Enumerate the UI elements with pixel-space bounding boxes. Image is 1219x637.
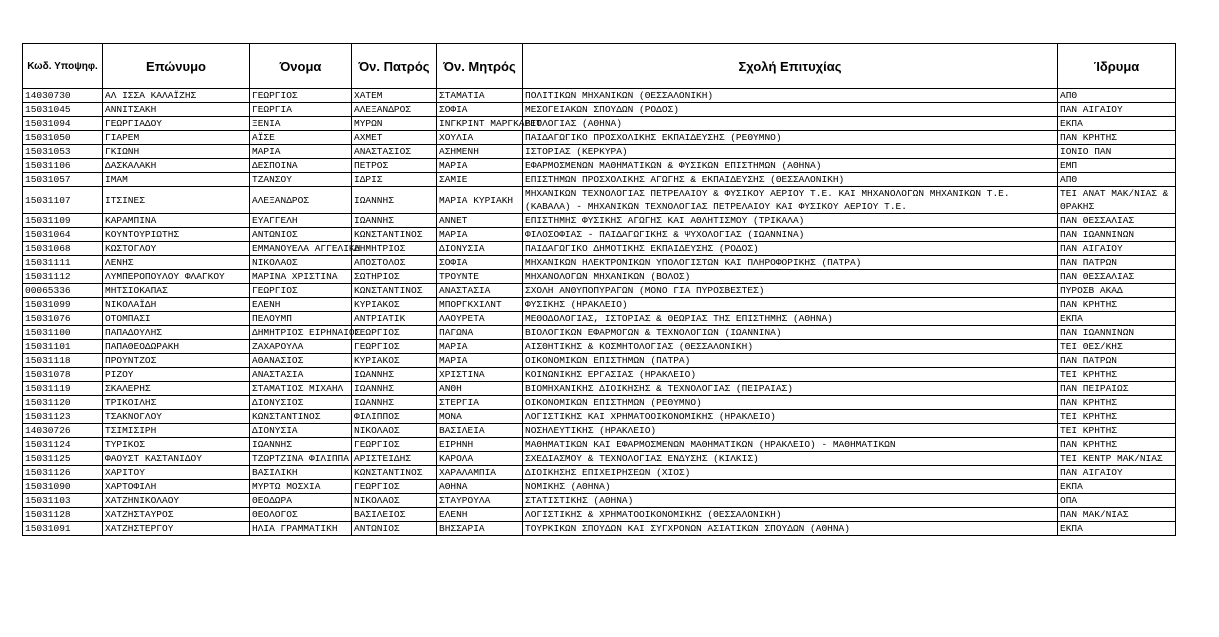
institution-cell: ΕΚΠΑ: [1058, 522, 1176, 536]
table-row: [23, 187, 1176, 214]
mother-name-cell: ΑΝΘΗ: [437, 382, 523, 396]
father-name-cell: ΙΩΑΝΝΗΣ: [352, 396, 437, 410]
table-row: [23, 368, 1176, 382]
mother-name-cell: ΜΑΡΙΑ ΚΥΡΙΑΚΗ: [437, 187, 523, 214]
candidate-code-cell: 15031045: [23, 103, 103, 117]
candidate-code-cell: 15031090: [23, 480, 103, 494]
surname-cell: ΓΙΑΡΕΜ: [103, 131, 250, 145]
surname-cell: ΚΑΡΑΜΠΙΝΑ: [103, 214, 250, 228]
school-cell: ΠΑΙΔΑΓΩΓΙΚΟ ΠΡΟΣΧΟΛΙΚΗΣ ΕΚΠΑΙΔΕΥΣΗΣ (ΡΕΘΥΜΝΟ): [523, 131, 1058, 145]
table-row: [23, 340, 1176, 354]
table-row: [23, 270, 1176, 284]
surname-cell: ΔΑΣΚΑΛΑΚΗ: [103, 159, 250, 173]
mother-name-cell: ΣΟΦΙΑ: [437, 256, 523, 270]
mother-name-cell: ΣΤΑΜΑΤΙΑ: [437, 89, 523, 103]
father-name-cell: ΧΑΤΕΜ: [352, 89, 437, 103]
surname-cell: ΓΚΙΩΝΗ: [103, 145, 250, 159]
school-cell: ΒΙΟΛΟΓΙΚΩΝ ΕΦΑΡΜΟΓΩΝ & ΤΕΧΝΟΛΟΓΙΩΝ (ΙΩΑΝΝΙΝΑ): [523, 326, 1058, 340]
table-row: [23, 396, 1176, 410]
school-cell: ΜΑΘΗΜΑΤΙΚΩΝ ΚΑΙ ΕΦΑΡΜΟΣΜΕΝΩΝ ΜΑΘΗΜΑΤΙΚΩΝ (ΗΡΑΚΛΕΙΟ) - ΜΑΘΗΜΑΤΙΚΩΝ: [523, 438, 1058, 452]
table-row: [23, 424, 1176, 438]
table-row: [23, 522, 1176, 536]
school-cell: ΛΟΓΙΣΤΙΚΗΣ & ΧΡΗΜΑΤΟΟΙΚΟΝΟΜΙΚΗΣ (ΘΕΣΣΑΛΟΝΙΚΗ): [523, 508, 1058, 522]
candidate-code-cell: 15031124: [23, 438, 103, 452]
mother-name-cell: ΧΟΥΛΙΑ: [437, 131, 523, 145]
first-name-cell: ΔΙΟΝΥΣΙΑ: [250, 424, 352, 438]
mother-name-cell: ΤΡΟΥΝΤΕ: [437, 270, 523, 284]
first-name-cell: ΒΑΣΙΛΙΚΗ: [250, 466, 352, 480]
mother-name-cell: ΑΘΗΝΑ: [437, 480, 523, 494]
surname-cell: ΛΥΜΠΕΡΟΠΟΥΛΟΥ ΦΛΑΓΚΟΥ: [103, 270, 250, 284]
surname-cell: ΤΣΙΜΙΣΙΡΗ: [103, 424, 250, 438]
father-name-cell: ΙΩΑΝΝΗΣ: [352, 382, 437, 396]
candidate-code-cell: 15031100: [23, 326, 103, 340]
table-row: [23, 452, 1176, 466]
first-name-cell: ΤΖΑΝΣΟΥ: [250, 173, 352, 187]
table-row: [23, 438, 1176, 452]
father-name-cell: ΓΕΩΡΓΙΟΣ: [352, 438, 437, 452]
institution-cell: ΠΑΝ ΚΡΗΤΗΣ: [1058, 298, 1176, 312]
surname-cell: ΠΑΠΑΔΟΥΛΗΣ: [103, 326, 250, 340]
surname-cell: ΤΥΡΙΚΟΣ: [103, 438, 250, 452]
table-row: [23, 159, 1176, 173]
institution-cell: ΑΠΘ: [1058, 89, 1176, 103]
first-name-cell: ΔΙΟΝΥΣΙΟΣ: [250, 396, 352, 410]
mother-name-cell: ΜΑΡΙΑ: [437, 159, 523, 173]
mother-name-cell: ΣΤΑΥΡΟΥΛΑ: [437, 494, 523, 508]
first-name-cell: ΕΛΕΝΗ: [250, 298, 352, 312]
institution-cell: ΠΑΝ ΠΑΤΡΩΝ: [1058, 354, 1176, 368]
candidate-code-cell: 15031126: [23, 466, 103, 480]
institution-cell: ΠΑΝ ΑΙΓΑΙΟΥ: [1058, 242, 1176, 256]
mother-name-cell: ΕΛΕΝΗ: [437, 508, 523, 522]
first-name-cell: ΚΩΝΣΤΑΝΤΙΝΟΣ: [250, 410, 352, 424]
mother-name-cell: ΜΑΡΙΑ: [437, 340, 523, 354]
mother-name-cell: ΑΝΑΣΤΑΣΙΑ: [437, 284, 523, 298]
mother-name-cell: ΜΑΡΙΑ: [437, 228, 523, 242]
father-name-cell: ΓΕΩΡΓΙΟΣ: [352, 480, 437, 494]
father-name-cell: ΑΧΜΕΤ: [352, 131, 437, 145]
mother-name-cell: ΠΑΓΩΝΑ: [437, 326, 523, 340]
institution-cell: ΠΑΝ ΠΕΙΡΑΙΩΣ: [1058, 382, 1176, 396]
table-row: [23, 242, 1176, 256]
father-name-cell: ΙΩΑΝΝΗΣ: [352, 368, 437, 382]
institution-cell: ΤΕΙ ΚΕΝΤΡ ΜΑΚ/ΝΙΑΣ: [1058, 452, 1176, 466]
father-name-cell: ΒΑΣΙΛΕΙΟΣ: [352, 508, 437, 522]
father-name-cell: ΑΡΙΣΤΕΙΔΗΣ: [352, 452, 437, 466]
first-name-cell: ΓΕΩΡΓΙΟΣ: [250, 89, 352, 103]
col-header-surname: Επώνυμο: [103, 44, 250, 89]
surname-cell: ΟΤΟΜΠΑΣΙ: [103, 312, 250, 326]
school-cell: ΙΣΤΟΡΙΑΣ (ΚΕΡΚΥΡΑ): [523, 145, 1058, 159]
first-name-cell: ΜΑΡΙΑ: [250, 145, 352, 159]
institution-cell: ΕΜΠ: [1058, 159, 1176, 173]
father-name-cell: ΠΕΤΡΟΣ: [352, 159, 437, 173]
mother-name-cell: ΕΙΡΗΝΗ: [437, 438, 523, 452]
institution-cell: ΠΑΝ ΙΩΑΝΝΙΝΩΝ: [1058, 326, 1176, 340]
surname-cell: ΑΛ ΙΣΣΑ ΚΑΛΑΪΖΗΣ: [103, 89, 250, 103]
mother-name-cell: ΚΑΡΟΛΑ: [437, 452, 523, 466]
surname-cell: ΧΑΤΖΗΣΤΕΡΓΟΥ: [103, 522, 250, 536]
results-table: [22, 43, 1176, 536]
surname-cell: ΑΝΝΙΤΣΑΚΗ: [103, 103, 250, 117]
candidate-code-cell: 15031123: [23, 410, 103, 424]
candidate-code-cell: 15031128: [23, 508, 103, 522]
mother-name-cell: ΣΟΦΙΑ: [437, 103, 523, 117]
col-header-candidate-code: Κωδ. Υποψηφ.: [23, 44, 103, 89]
table-row: [23, 256, 1176, 270]
first-name-cell: ΝΙΚΟΛΑΟΣ: [250, 256, 352, 270]
school-cell: ΕΦΑΡΜΟΣΜΕΝΩΝ ΜΑΘΗΜΑΤΙΚΩΝ & ΦΥΣΙΚΩΝ ΕΠΙΣΤΗΜΩΝ (ΑΘΗΝΑ): [523, 159, 1058, 173]
school-cell: ΒΙΟΜΗΧΑΝΙΚΗΣ ΔΙΟΙΚΗΣΗΣ & ΤΕΧΝΟΛΟΓΙΑΣ (ΠΕΙΡΑΙΑΣ): [523, 382, 1058, 396]
first-name-cell: ΖΑΧΑΡΟΥΛΑ: [250, 340, 352, 354]
father-name-cell: ΝΙΚΟΛΑΟΣ: [352, 424, 437, 438]
candidate-code-cell: 15031068: [23, 242, 103, 256]
institution-cell: ΕΚΠΑ: [1058, 117, 1176, 131]
col-header-school: Σχολή Επιτυχίας: [523, 44, 1058, 89]
father-name-cell: ΙΔΡΙΣ: [352, 173, 437, 187]
institution-cell: ΤΕΙ ΚΡΗΤΗΣ: [1058, 368, 1176, 382]
institution-cell: ΠΑΝ ΚΡΗΤΗΣ: [1058, 131, 1176, 145]
mother-name-cell: ΜΑΡΙΑ: [437, 354, 523, 368]
surname-cell: ΛΕΝΗΣ: [103, 256, 250, 270]
table-row: [23, 103, 1176, 117]
school-cell: ΟΙΚΟΝΟΜΙΚΩΝ ΕΠΙΣΤΗΜΩΝ (ΠΑΤΡΑ): [523, 354, 1058, 368]
candidate-code-cell: 15031107: [23, 187, 103, 214]
candidate-code-cell: 00065336: [23, 284, 103, 298]
table-row: [23, 228, 1176, 242]
col-header-institution: Ίδρυμα: [1058, 44, 1176, 89]
candidate-code-cell: 15031125: [23, 452, 103, 466]
institution-cell: ΠΑΝ ΠΑΤΡΩΝ: [1058, 256, 1176, 270]
surname-cell: ΓΕΩΡΓΙΑΔΟΥ: [103, 117, 250, 131]
father-name-cell: ΑΝΤΡΙΑΤΙΚ: [352, 312, 437, 326]
school-cell: ΤΟΥΡΚΙΚΩΝ ΣΠΟΥΔΩΝ ΚΑΙ ΣΥΓΧΡΟΝΩΝ ΑΣΙΑΤΙΚΩΝ ΣΠΟΥΔΩΝ (ΑΘΗΝΑ): [523, 522, 1058, 536]
surname-cell: ΙΜΑΜ: [103, 173, 250, 187]
father-name-cell: ΚΥΡΙΑΚΟΣ: [352, 354, 437, 368]
first-name-cell: ΔΕΣΠΟΙΝΑ: [250, 159, 352, 173]
surname-cell: ΙΤΣΙΝΕΣ: [103, 187, 250, 214]
institution-cell: ΕΚΠΑ: [1058, 480, 1176, 494]
candidate-code-cell: 15031057: [23, 173, 103, 187]
school-cell: ΛΟΓΙΣΤΙΚΗΣ ΚΑΙ ΧΡΗΜΑΤΟΟΙΚΟΝΟΜΙΚΗΣ (ΗΡΑΚΛΕΙΟ): [523, 410, 1058, 424]
school-cell: ΜΗΧΑΝΟΛΟΓΩΝ ΜΗΧΑΝΙΚΩΝ (ΒΟΛΟΣ): [523, 270, 1058, 284]
school-cell: ΣΧΟΛΗ ΑΝΘΥΠΟΠΥΡΑΓΩΝ (ΜΟΝΟ ΓΙΑ ΠΥΡΟΣΒΕΣΤΕΣ): [523, 284, 1058, 298]
candidate-code-cell: 15031118: [23, 354, 103, 368]
table-row: [23, 298, 1176, 312]
first-name-cell: ΘΕΟΔΩΡΑ: [250, 494, 352, 508]
institution-cell: ΠΑΝ ΑΙΓΑΙΟΥ: [1058, 466, 1176, 480]
candidate-code-cell: 15031053: [23, 145, 103, 159]
surname-cell: ΧΑΡΙΤΟΥ: [103, 466, 250, 480]
surname-cell: ΣΚΑΛΕΡΗΣ: [103, 382, 250, 396]
candidate-code-cell: 15031119: [23, 382, 103, 396]
father-name-cell: ΙΩΑΝΝΗΣ: [352, 214, 437, 228]
mother-name-cell: ΛΑΟΥΡΕΤΑ: [437, 312, 523, 326]
institution-cell: ΠΑΝ ΘΕΣΣΑΛΙΑΣ: [1058, 214, 1176, 228]
institution-cell: ΠΑΝ ΚΡΗΤΗΣ: [1058, 396, 1176, 410]
surname-cell: ΝΙΚΟΛΑΪΔΗ: [103, 298, 250, 312]
institution-cell: ΠΥΡΟΣΒ ΑΚΑΔ: [1058, 284, 1176, 298]
mother-name-cell: ΒΗΣΣΑΡΙΑ: [437, 522, 523, 536]
father-name-cell: ΓΕΩΡΓΙΟΣ: [352, 340, 437, 354]
surname-cell: ΠΡΟΥΝΤΖΟΣ: [103, 354, 250, 368]
surname-cell: ΜΗΤΣΙΟΚΑΠΑΣ: [103, 284, 250, 298]
school-cell: ΚΟΙΝΩΝΙΚΗΣ ΕΡΓΑΣΙΑΣ (ΗΡΑΚΛΕΙΟ): [523, 368, 1058, 382]
mother-name-cell: ΣΤΕΡΓΙΑ: [437, 396, 523, 410]
father-name-cell: ΔΗΜΗΤΡΙΟΣ: [352, 242, 437, 256]
institution-cell: ΑΠΘ: [1058, 173, 1176, 187]
table-row: [23, 382, 1176, 396]
father-name-cell: ΦΙΛΙΠΠΟΣ: [352, 410, 437, 424]
institution-cell: ΠΑΝ ΙΩΑΝΝΙΝΩΝ: [1058, 228, 1176, 242]
table-row: [23, 284, 1176, 298]
table-row: [23, 214, 1176, 228]
table-row: [23, 494, 1176, 508]
candidate-code-cell: 14030730: [23, 89, 103, 103]
school-cell: ΜΗΧΑΝΙΚΩΝ ΗΛΕΚΤΡΟΝΙΚΩΝ ΥΠΟΛΟΓΙΣΤΩΝ ΚΑΙ ΠΛΗΡΟΦΟΡΙΚΗΣ (ΠΑΤΡΑ): [523, 256, 1058, 270]
father-name-cell: ΑΝΑΣΤΑΣΙΟΣ: [352, 145, 437, 159]
first-name-cell: ΣΤΑΜΑΤΙΟΣ ΜΙΧΑΗΛ: [250, 382, 352, 396]
candidate-code-cell: 15031091: [23, 522, 103, 536]
school-cell: ΦΙΛΟΣΟΦΙΑΣ - ΠΑΙΔΑΓΩΓΙΚΗΣ & ΨΥΧΟΛΟΓΙΑΣ (ΙΩΑΝΝΙΝΑ): [523, 228, 1058, 242]
surname-cell: ΠΑΠΑΘΕΟΔΩΡΑΚΗ: [103, 340, 250, 354]
school-cell: ΒΙΟΛΟΓΙΑΣ (ΑΘΗΝΑ): [523, 117, 1058, 131]
candidate-code-cell: 15031103: [23, 494, 103, 508]
surname-cell: ΚΩΣΤΟΓΛΟΥ: [103, 242, 250, 256]
first-name-cell: ΠΕΛΟΥΜΠ: [250, 312, 352, 326]
institution-cell: ΤΕΙ ΚΡΗΤΗΣ: [1058, 424, 1176, 438]
candidate-code-cell: 15031106: [23, 159, 103, 173]
school-cell: ΕΠΙΣΤΗΜΗΣ ΦΥΣΙΚΗΣ ΑΓΩΓΗΣ ΚΑΙ ΑΘΛΗΤΙΣΜΟΥ (ΤΡΙΚΑΛΑ): [523, 214, 1058, 228]
father-name-cell: ΓΕΩΡΓΙΟΣ: [352, 326, 437, 340]
col-header-father-name: Όν. Πατρός: [352, 44, 437, 89]
candidate-code-cell: 14030726: [23, 424, 103, 438]
candidate-code-cell: 15031111: [23, 256, 103, 270]
first-name-cell: ΔΗΜΗΤΡΙΟΣ ΕΙΡΗΝΑΙΟΣ: [250, 326, 352, 340]
first-name-cell: ΕΜΜΑΝΟΥΕΛΑ ΑΓΓΕΛΙΚΗ: [250, 242, 352, 256]
first-name-cell: ΙΩΑΝΝΗΣ: [250, 438, 352, 452]
father-name-cell: ΚΥΡΙΑΚΟΣ: [352, 298, 437, 312]
first-name-cell: ΓΕΩΡΓΙΟΣ: [250, 284, 352, 298]
mother-name-cell: ΧΡΙΣΤΙΝΑ: [437, 368, 523, 382]
candidate-code-cell: 15031101: [23, 340, 103, 354]
school-cell: ΟΙΚΟΝΟΜΙΚΩΝ ΕΠΙΣΤΗΜΩΝ (ΡΕΘΥΜΝΟ): [523, 396, 1058, 410]
table-row: [23, 131, 1176, 145]
school-cell: ΜΕΘΟΔΟΛΟΓΙΑΣ, ΙΣΤΟΡΙΑΣ & ΘΕΩΡΙΑΣ ΤΗΣ ΕΠΙΣΤΗΜΗΣ (ΑΘΗΝΑ): [523, 312, 1058, 326]
institution-cell: ΠΑΝ ΘΕΣΣΑΛΙΑΣ: [1058, 270, 1176, 284]
school-cell: ΝΟΣΗΛΕΥΤΙΚΗΣ (ΗΡΑΚΛΕΙΟ): [523, 424, 1058, 438]
table-row: [23, 173, 1176, 187]
institution-cell: ΠΑΝ ΜΑΚ/ΝΙΑΣ: [1058, 508, 1176, 522]
col-header-mother-name: Όν. Μητρός: [437, 44, 523, 89]
mother-name-cell: ΧΑΡΑΛΑΜΠΙΑ: [437, 466, 523, 480]
father-name-cell: ΝΙΚΟΛΑΟΣ: [352, 494, 437, 508]
school-cell: ΠΟΛΙΤΙΚΩΝ ΜΗΧΑΝΙΚΩΝ (ΘΕΣΣΑΛΟΝΙΚΗ): [523, 89, 1058, 103]
first-name-cell: ΑΝΑΣΤΑΣΙΑ: [250, 368, 352, 382]
first-name-cell: ΜΥΡΤΩ ΜΟΣΧΙΑ: [250, 480, 352, 494]
father-name-cell: ΑΝΤΩΝΙΟΣ: [352, 522, 437, 536]
school-cell: ΕΠΙΣΤΗΜΩΝ ΠΡΟΣΧΟΛΙΚΗΣ ΑΓΩΓΗΣ & ΕΚΠΑΙΔΕΥΣΗΣ (ΘΕΣΣΑΛΟΝΙΚΗ): [523, 173, 1058, 187]
col-header-first-name: Όνομα: [250, 44, 352, 89]
table-row: [23, 410, 1176, 424]
table-row: [23, 354, 1176, 368]
school-cell: ΜΗΧΑΝΙΚΩΝ ΤΕΧΝΟΛΟΓΙΑΣ ΠΕΤΡΕΛΑΙΟΥ & ΦΥΣΙΚΟΥ ΑΕΡΙΟΥ Τ.Ε. ΚΑΙ ΜΗΧΑΝΟΛΟΓΩΝ ΜΗΧΑΝΙΚΩΝ Τ.Ε. (ΚΑΒΑΛΑ) - ΜΗΧΑΝΙΚΩΝ ΤΕΧΝΟΛΟΓΙΑΣ ΠΕΤΡΕΛΑΙΟΥ ΚΑΙ ΦΥΣΙΚΟΥ ΑΕΡΙΟΥ Τ.Ε.: [523, 187, 1058, 214]
school-cell: ΣΤΑΤΙΣΤΙΚΗΣ (ΑΘΗΝΑ): [523, 494, 1058, 508]
institution-cell: ΟΠΑ: [1058, 494, 1176, 508]
institution-cell: ΤΕΙ ΘΕΣ/ΚΗΣ: [1058, 340, 1176, 354]
first-name-cell: ΑΘΑΝΑΣΙΟΣ: [250, 354, 352, 368]
institution-cell: ΤΕΙ ΑΝΑΤ ΜΑΚ/ΝΙΑΣ & ΘΡΑΚΗΣ: [1058, 187, 1176, 214]
surname-cell: ΤΡΙΚΟΙΛΗΣ: [103, 396, 250, 410]
table-body: [23, 89, 1176, 536]
table-row: [23, 117, 1176, 131]
mother-name-cell: ΙΝΓΚΡΙΝΤ ΜΑΡΓΚΑΡΕΤ: [437, 117, 523, 131]
father-name-cell: ΑΠΟΣΤΟΛΟΣ: [352, 256, 437, 270]
mother-name-cell: ΑΣΗΜΕΝΗ: [437, 145, 523, 159]
table-row: [23, 312, 1176, 326]
mother-name-cell: ΣΑΜΙΕ: [437, 173, 523, 187]
school-cell: ΦΥΣΙΚΗΣ (ΗΡΑΚΛΕΙΟ): [523, 298, 1058, 312]
surname-cell: ΡΙΖΟΥ: [103, 368, 250, 382]
table-row: [23, 508, 1176, 522]
mother-name-cell: ΜΠΟΡΓΚΧΙΛΝΤ: [437, 298, 523, 312]
first-name-cell: ΑΝΤΩΝΙΟΣ: [250, 228, 352, 242]
institution-cell: ΠΑΝ ΚΡΗΤΗΣ: [1058, 438, 1176, 452]
first-name-cell: ΑΪΣΕ: [250, 131, 352, 145]
father-name-cell: ΚΩΝΣΤΑΝΤΙΝΟΣ: [352, 284, 437, 298]
school-cell: ΣΧΕΔΙΑΣΜΟΥ & ΤΕΧΝΟΛΟΓΙΑΣ ΕΝΔΥΣΗΣ (ΚΙΛΚΙΣ): [523, 452, 1058, 466]
father-name-cell: ΑΛΕΞΑΝΔΡΟΣ: [352, 103, 437, 117]
mother-name-cell: ΔΙΟΝΥΣΙΑ: [437, 242, 523, 256]
first-name-cell: ΘΕΟΛΟΓΟΣ: [250, 508, 352, 522]
school-cell: ΜΕΣΟΓΕΙΑΚΩΝ ΣΠΟΥΔΩΝ (ΡΟΔΟΣ): [523, 103, 1058, 117]
father-name-cell: ΚΩΝΣΤΑΝΤΙΝΟΣ: [352, 228, 437, 242]
institution-cell: ΙΟΝΙΟ ΠΑΝ: [1058, 145, 1176, 159]
candidate-code-cell: 15031109: [23, 214, 103, 228]
institution-cell: ΕΚΠΑ: [1058, 312, 1176, 326]
first-name-cell: ΞΕΝΙΑ: [250, 117, 352, 131]
first-name-cell: ΑΛΕΞΑΝΔΡΟΣ: [250, 187, 352, 214]
first-name-cell: ΓΕΩΡΓΙΑ: [250, 103, 352, 117]
surname-cell: ΤΣΑΚΝΟΓΛΟΥ: [103, 410, 250, 424]
institution-cell: ΤΕΙ ΚΡΗΤΗΣ: [1058, 410, 1176, 424]
table-row: [23, 145, 1176, 159]
father-name-cell: ΚΩΝΣΤΑΝΤΙΝΟΣ: [352, 466, 437, 480]
surname-cell: ΧΑΡΤΟΦΙΛΗ: [103, 480, 250, 494]
candidate-code-cell: 15031076: [23, 312, 103, 326]
first-name-cell: ΗΛΙΑ ΓΡΑΜΜΑΤΙΚΗ: [250, 522, 352, 536]
table-row: [23, 326, 1176, 340]
surname-cell: ΦΑΟΥΣΤ ΚΑΣΤΑΝΙΔΟΥ: [103, 452, 250, 466]
results-sheet: [22, 43, 1176, 536]
first-name-cell: ΤΖΩΡΤΖΙΝΑ ΦΙΛΙΠΠΑ: [250, 452, 352, 466]
candidate-code-cell: 15031099: [23, 298, 103, 312]
school-cell: ΑΙΣΘΗΤΙΚΗΣ & ΚΟΣΜΗΤΟΛΟΓΙΑΣ (ΘΕΣΣΑΛΟΝΙΚΗ): [523, 340, 1058, 354]
father-name-cell: ΜΥΡΩΝ: [352, 117, 437, 131]
first-name-cell: ΕΥΑΓΓΕΛΗ: [250, 214, 352, 228]
institution-cell: ΠΑΝ ΑΙΓΑΙΟΥ: [1058, 103, 1176, 117]
mother-name-cell: ΜΟΝΑ: [437, 410, 523, 424]
candidate-code-cell: 15031078: [23, 368, 103, 382]
mother-name-cell: ΒΑΣΙΛΕΙΑ: [437, 424, 523, 438]
school-cell: ΠΑΙΔΑΓΩΓΙΚΟ ΔΗΜΟΤΙΚΗΣ ΕΚΠΑΙΔΕΥΣΗΣ (ΡΟΔΟΣ): [523, 242, 1058, 256]
candidate-code-cell: 15031064: [23, 228, 103, 242]
table-row: [23, 466, 1176, 480]
father-name-cell: ΣΩΤΗΡΙΟΣ: [352, 270, 437, 284]
candidate-code-cell: 15031094: [23, 117, 103, 131]
candidate-code-cell: 15031120: [23, 396, 103, 410]
father-name-cell: ΙΩΑΝΝΗΣ: [352, 187, 437, 214]
candidate-code-cell: 15031112: [23, 270, 103, 284]
table-row: [23, 480, 1176, 494]
school-cell: ΔΙΟΙΚΗΣΗΣ ΕΠΙΧΕΙΡΗΣΕΩΝ (ΧΙΟΣ): [523, 466, 1058, 480]
header-row: [23, 44, 1176, 89]
surname-cell: ΧΑΤΖΗΣΤΑΥΡΟΣ: [103, 508, 250, 522]
first-name-cell: ΜΑΡΙΝΑ ΧΡΙΣΤΙΝΑ: [250, 270, 352, 284]
school-cell: ΝΟΜΙΚΗΣ (ΑΘΗΝΑ): [523, 480, 1058, 494]
candidate-code-cell: 15031050: [23, 131, 103, 145]
surname-cell: ΚΟΥΝΤΟΥΡΙΩΤΗΣ: [103, 228, 250, 242]
table-row: [23, 89, 1176, 103]
surname-cell: ΧΑΤΖΗΝΙΚΟΛΑΟΥ: [103, 494, 250, 508]
mother-name-cell: ΑΝΝΕΤ: [437, 214, 523, 228]
